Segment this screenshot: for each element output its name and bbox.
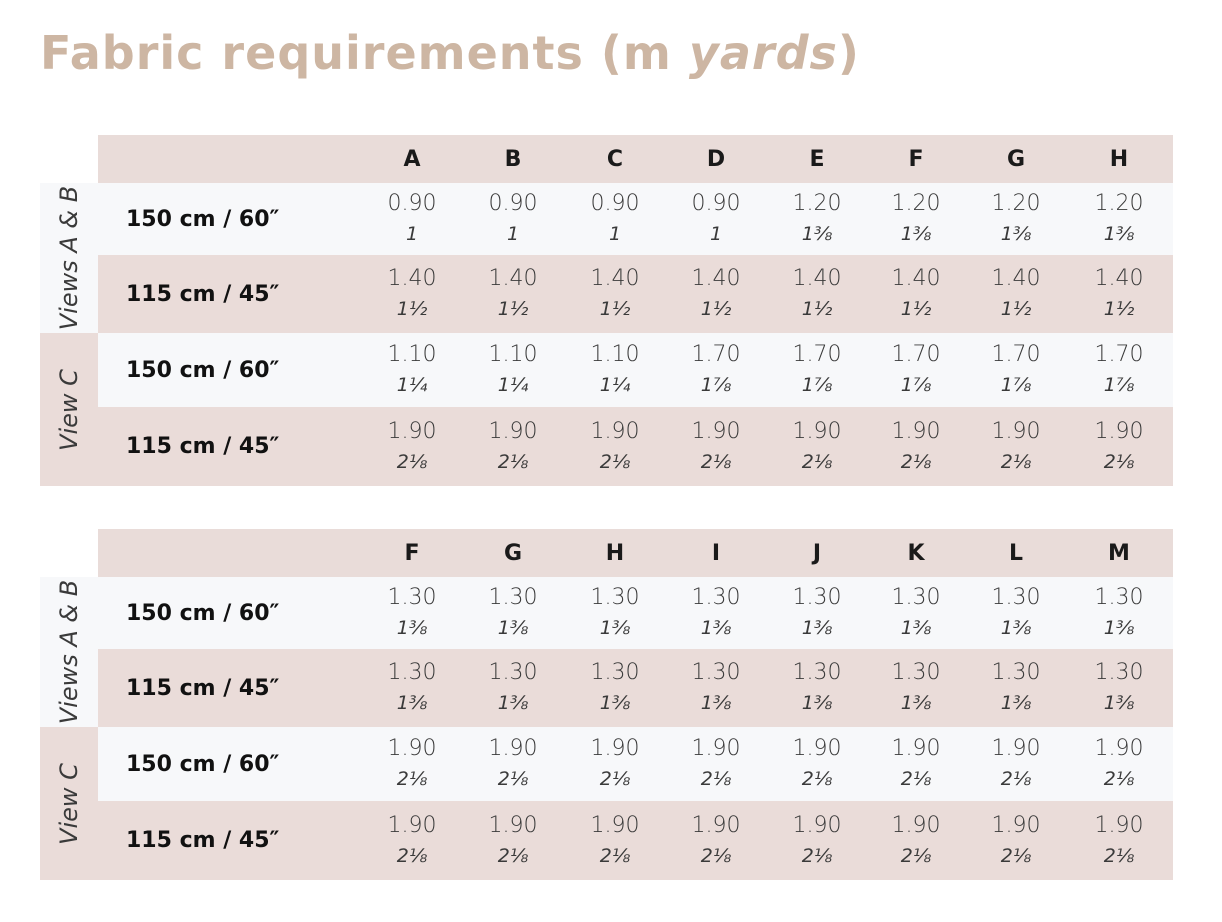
metres-value: 1.90 (590, 812, 640, 838)
table-cell (1069, 577, 1169, 649)
yards-value: 1⅜ (396, 692, 428, 714)
yards-value: 2⅛ (801, 768, 833, 790)
yards-value: 1¼ (497, 374, 529, 396)
table-cell (966, 333, 1066, 407)
yards-value: 1⅜ (599, 617, 631, 639)
metres-value: 1.30 (991, 660, 1041, 685)
yards-value: 2⅛ (801, 450, 833, 473)
metres-value: 1.30 (488, 585, 538, 610)
yards-value: 1½ (700, 298, 732, 320)
yards-value: 1⅜ (801, 692, 833, 714)
yards-value: 2⅛ (1000, 844, 1032, 867)
metres-value: 1.30 (590, 585, 640, 610)
yards-value: 2⅛ (599, 450, 631, 473)
table-cell (666, 255, 766, 333)
yards-value: 1⅜ (900, 617, 932, 639)
view-group-label (40, 577, 98, 727)
table-cell (767, 649, 867, 727)
table-row (98, 577, 1173, 649)
metres-value: 1.30 (792, 585, 842, 610)
column-header: G (503, 541, 523, 566)
yards-value: 1⅜ (900, 692, 932, 714)
yards-value: 1¼ (599, 374, 631, 396)
yards-value: 2⅛ (1000, 768, 1032, 790)
metres-value: 1.90 (387, 736, 437, 761)
table-cell (565, 577, 665, 649)
column-header: E (809, 147, 825, 172)
fabric-width-label: 150 cm / 60″ (126, 206, 280, 232)
table-cell (362, 407, 462, 486)
yards-value: 1½ (396, 298, 428, 320)
yards-value: 2⅛ (1103, 768, 1135, 790)
table-row (98, 801, 1173, 880)
table-cell (1069, 333, 1169, 407)
table-cell (767, 577, 867, 649)
metres-value: 1.30 (691, 585, 741, 610)
yards-value: 1 (405, 223, 419, 245)
title-close: ) (837, 26, 860, 80)
view-group-text: View C (55, 762, 83, 845)
metres-value: 1.30 (691, 660, 741, 685)
view-group-text: Views A & B (55, 579, 83, 725)
metres-value: 1.90 (891, 736, 941, 761)
table-cell (966, 649, 1066, 727)
yards-value: 1⅜ (497, 617, 529, 639)
yards-value: 2⅛ (396, 768, 428, 790)
yards-value: 1½ (1103, 298, 1135, 320)
table-cell (767, 333, 867, 407)
metres-value: 1.90 (488, 736, 538, 761)
yards-value: 1⅜ (1000, 617, 1032, 639)
metres-value: 1.30 (792, 660, 842, 685)
view-group-label (40, 727, 98, 880)
table-cell (866, 255, 966, 333)
yards-value: 1½ (900, 298, 932, 320)
column-header: K (907, 541, 925, 566)
table-cell (866, 801, 966, 880)
metres-value: 1.40 (1094, 266, 1144, 291)
table-cell (362, 255, 462, 333)
yards-value: 2⅛ (497, 450, 529, 473)
yards-value: 1⅜ (497, 692, 529, 714)
column-header-row (98, 529, 1173, 577)
table-cell (666, 407, 766, 486)
metres-value: 1.90 (387, 418, 437, 444)
yards-value: 1⅜ (1103, 692, 1135, 714)
metres-value: 1.90 (1094, 736, 1144, 761)
yards-value: 2⅛ (497, 768, 529, 790)
column-header: F (908, 147, 924, 172)
column-header: B (504, 147, 522, 172)
metres-value: 1.40 (991, 266, 1041, 291)
yards-value: 1½ (497, 298, 529, 320)
table-cell (1069, 407, 1169, 486)
yards-value: 1⅜ (396, 617, 428, 639)
metres-value: 1.90 (792, 812, 842, 838)
metres-value: 1.90 (691, 418, 741, 444)
column-header-row (98, 135, 1173, 183)
yards-value: 1 (608, 223, 622, 245)
column-header: D (706, 147, 726, 172)
column-header: L (1008, 541, 1024, 566)
metres-value: 1.90 (488, 418, 538, 444)
metres-value: 1.30 (590, 660, 640, 685)
yards-value: 2⅛ (700, 844, 732, 867)
metres-value: 1.90 (991, 812, 1041, 838)
yards-value: 1⅞ (801, 374, 833, 396)
table-cell (866, 727, 966, 801)
column-header: M (1108, 541, 1130, 566)
table-row (98, 333, 1173, 407)
table-cell (463, 727, 563, 801)
yards-value: 2⅛ (1103, 450, 1135, 473)
table-cell (866, 333, 966, 407)
column-header: H (605, 541, 625, 566)
yards-value: 2⅛ (497, 844, 529, 867)
metres-value: 1.40 (387, 266, 437, 291)
metres-value: 0.90 (387, 191, 437, 216)
metres-value: 1.20 (891, 191, 941, 216)
yards-value: 2⅛ (599, 768, 631, 790)
metres-value: 1.40 (792, 266, 842, 291)
column-header: F (404, 541, 420, 566)
table-cell (565, 407, 665, 486)
table-cell (966, 801, 1066, 880)
yards-value: 1½ (1000, 298, 1032, 320)
table-cell (565, 801, 665, 880)
metres-value: 1.10 (488, 342, 538, 367)
title-unit-yards: yards (688, 26, 838, 80)
table-cell (362, 727, 462, 801)
table-cell (362, 801, 462, 880)
metres-value: 1.90 (590, 418, 640, 444)
yards-value: 2⅛ (1000, 450, 1032, 473)
metres-value: 1.70 (891, 342, 941, 367)
table-cell (966, 577, 1066, 649)
table-cell (866, 577, 966, 649)
yards-value: 2⅛ (700, 768, 732, 790)
table-cell (565, 333, 665, 407)
yards-value: 1⅜ (1103, 223, 1135, 245)
metres-value: 1.70 (1094, 342, 1144, 367)
table-cell (565, 255, 665, 333)
table-cell (1069, 727, 1169, 801)
metres-value: 1.90 (590, 736, 640, 761)
metres-value: 1.40 (891, 266, 941, 291)
table-cell (666, 183, 766, 255)
yards-value: 1½ (599, 298, 631, 320)
yards-value: 1⅞ (700, 374, 732, 396)
table-cell (666, 727, 766, 801)
metres-value: 0.90 (488, 191, 538, 216)
table-row (98, 183, 1173, 255)
table-cell (866, 407, 966, 486)
metres-value: 1.90 (891, 812, 941, 838)
table-cell (866, 183, 966, 255)
yards-value: 1⅞ (1000, 374, 1032, 396)
yards-value: 1⅜ (1103, 617, 1135, 639)
metres-value: 1.30 (1094, 585, 1144, 610)
yards-value: 2⅛ (900, 844, 932, 867)
table-cell (463, 255, 563, 333)
table-cell (463, 183, 563, 255)
column-header: I (711, 541, 721, 566)
table-cell (463, 577, 563, 649)
yards-value: 1⅜ (700, 617, 732, 639)
table-row (98, 255, 1173, 333)
table-cell (565, 183, 665, 255)
column-header: A (403, 147, 421, 172)
yards-value: 1⅜ (1000, 692, 1032, 714)
view-group-text: Views A & B (55, 185, 83, 331)
table-cell (362, 577, 462, 649)
metres-value: 1.30 (387, 585, 437, 610)
table-cell (666, 801, 766, 880)
yards-value: 2⅛ (700, 450, 732, 473)
yards-value: 2⅛ (396, 844, 428, 867)
fabric-width-label: 115 cm / 45″ (126, 675, 280, 701)
metres-value: 1.40 (691, 266, 741, 291)
metres-value: 1.90 (387, 812, 437, 838)
title-main: Fabric requirements (m (40, 26, 672, 80)
metres-value: 1.30 (488, 660, 538, 685)
table-cell (362, 649, 462, 727)
table-cell (565, 727, 665, 801)
view-group-label (40, 333, 98, 486)
table-cell (362, 183, 462, 255)
yards-value: 1 (506, 223, 520, 245)
table-cell (767, 727, 867, 801)
table-cell (866, 649, 966, 727)
yards-value: 1½ (801, 298, 833, 320)
fabric-width-label: 115 cm / 45″ (126, 434, 280, 459)
metres-value: 1.70 (991, 342, 1041, 367)
metres-value: 1.30 (891, 585, 941, 610)
metres-value: 1.90 (792, 736, 842, 761)
table-cell (966, 183, 1066, 255)
table-row (98, 727, 1173, 801)
metres-value: 1.90 (691, 812, 741, 838)
column-header: J (812, 541, 822, 566)
table-row (98, 407, 1173, 486)
metres-value: 1.20 (1094, 191, 1144, 216)
table-cell (463, 333, 563, 407)
view-group-label (40, 183, 98, 333)
metres-value: 1.90 (488, 812, 538, 838)
table-cell (463, 801, 563, 880)
yards-value: 1⅜ (801, 223, 833, 245)
fabric-width-label: 150 cm / 60″ (126, 600, 280, 626)
yards-value: 1⅜ (900, 223, 932, 245)
metres-value: 1.20 (991, 191, 1041, 216)
table-cell (666, 577, 766, 649)
metres-value: 1.30 (387, 660, 437, 685)
metres-value: 1.40 (488, 266, 538, 291)
yards-value: 1¼ (396, 374, 428, 396)
metres-value: 1.90 (991, 418, 1041, 444)
fabric-width-label: 150 cm / 60″ (126, 751, 280, 777)
metres-value: 1.20 (792, 191, 842, 216)
yards-value: 2⅛ (396, 450, 428, 473)
metres-value: 1.10 (590, 342, 640, 367)
yards-value: 2⅛ (599, 844, 631, 867)
table-cell (966, 727, 1066, 801)
yards-value: 1 (709, 223, 723, 245)
metres-value: 1.10 (387, 342, 437, 367)
yards-value: 1⅜ (801, 617, 833, 639)
yards-value: 1⅜ (1000, 223, 1032, 245)
yards-value: 1⅞ (900, 374, 932, 396)
table-cell (463, 407, 563, 486)
metres-value: 0.90 (691, 191, 741, 216)
metres-value: 1.70 (691, 342, 741, 367)
yards-value: 2⅛ (801, 844, 833, 867)
yards-value: 2⅛ (900, 768, 932, 790)
metres-value: 1.90 (1094, 418, 1144, 444)
column-header: G (1006, 147, 1026, 172)
table-cell (666, 649, 766, 727)
table-cell (966, 255, 1066, 333)
column-header: H (1109, 147, 1129, 172)
fabric-width-label: 150 cm / 60″ (126, 357, 280, 383)
metres-value: 1.30 (991, 585, 1041, 610)
table-cell (767, 255, 867, 333)
metres-value: 1.70 (792, 342, 842, 367)
metres-value: 0.90 (590, 191, 640, 216)
yards-value: 2⅛ (900, 450, 932, 473)
table-cell (1069, 183, 1169, 255)
table-cell (767, 801, 867, 880)
metres-value: 1.90 (1094, 812, 1144, 838)
yards-value: 2⅛ (1103, 844, 1135, 867)
metres-value: 1.30 (1094, 660, 1144, 685)
metres-value: 1.90 (691, 736, 741, 761)
yards-value: 1⅞ (1103, 374, 1135, 396)
yards-value: 1⅜ (599, 692, 631, 714)
fabric-width-label: 115 cm / 45″ (126, 828, 280, 853)
table-cell (362, 333, 462, 407)
table-row (98, 649, 1173, 727)
metres-value: 1.40 (590, 266, 640, 291)
table-cell (767, 407, 867, 486)
column-header: C (606, 147, 624, 172)
table-cell (565, 649, 665, 727)
yards-value: 1⅜ (700, 692, 732, 714)
table-cell (1069, 801, 1169, 880)
page-title (40, 26, 860, 80)
table-cell (666, 333, 766, 407)
table-cell (463, 649, 563, 727)
metres-value: 1.90 (891, 418, 941, 444)
metres-value: 1.90 (792, 418, 842, 444)
metres-value: 1.30 (891, 660, 941, 685)
table-cell (966, 407, 1066, 486)
metres-value: 1.90 (991, 736, 1041, 761)
view-group-text: View C (55, 368, 83, 451)
table-cell (767, 183, 867, 255)
table-cell (1069, 255, 1169, 333)
fabric-width-label: 115 cm / 45″ (126, 281, 280, 307)
table-cell (1069, 649, 1169, 727)
